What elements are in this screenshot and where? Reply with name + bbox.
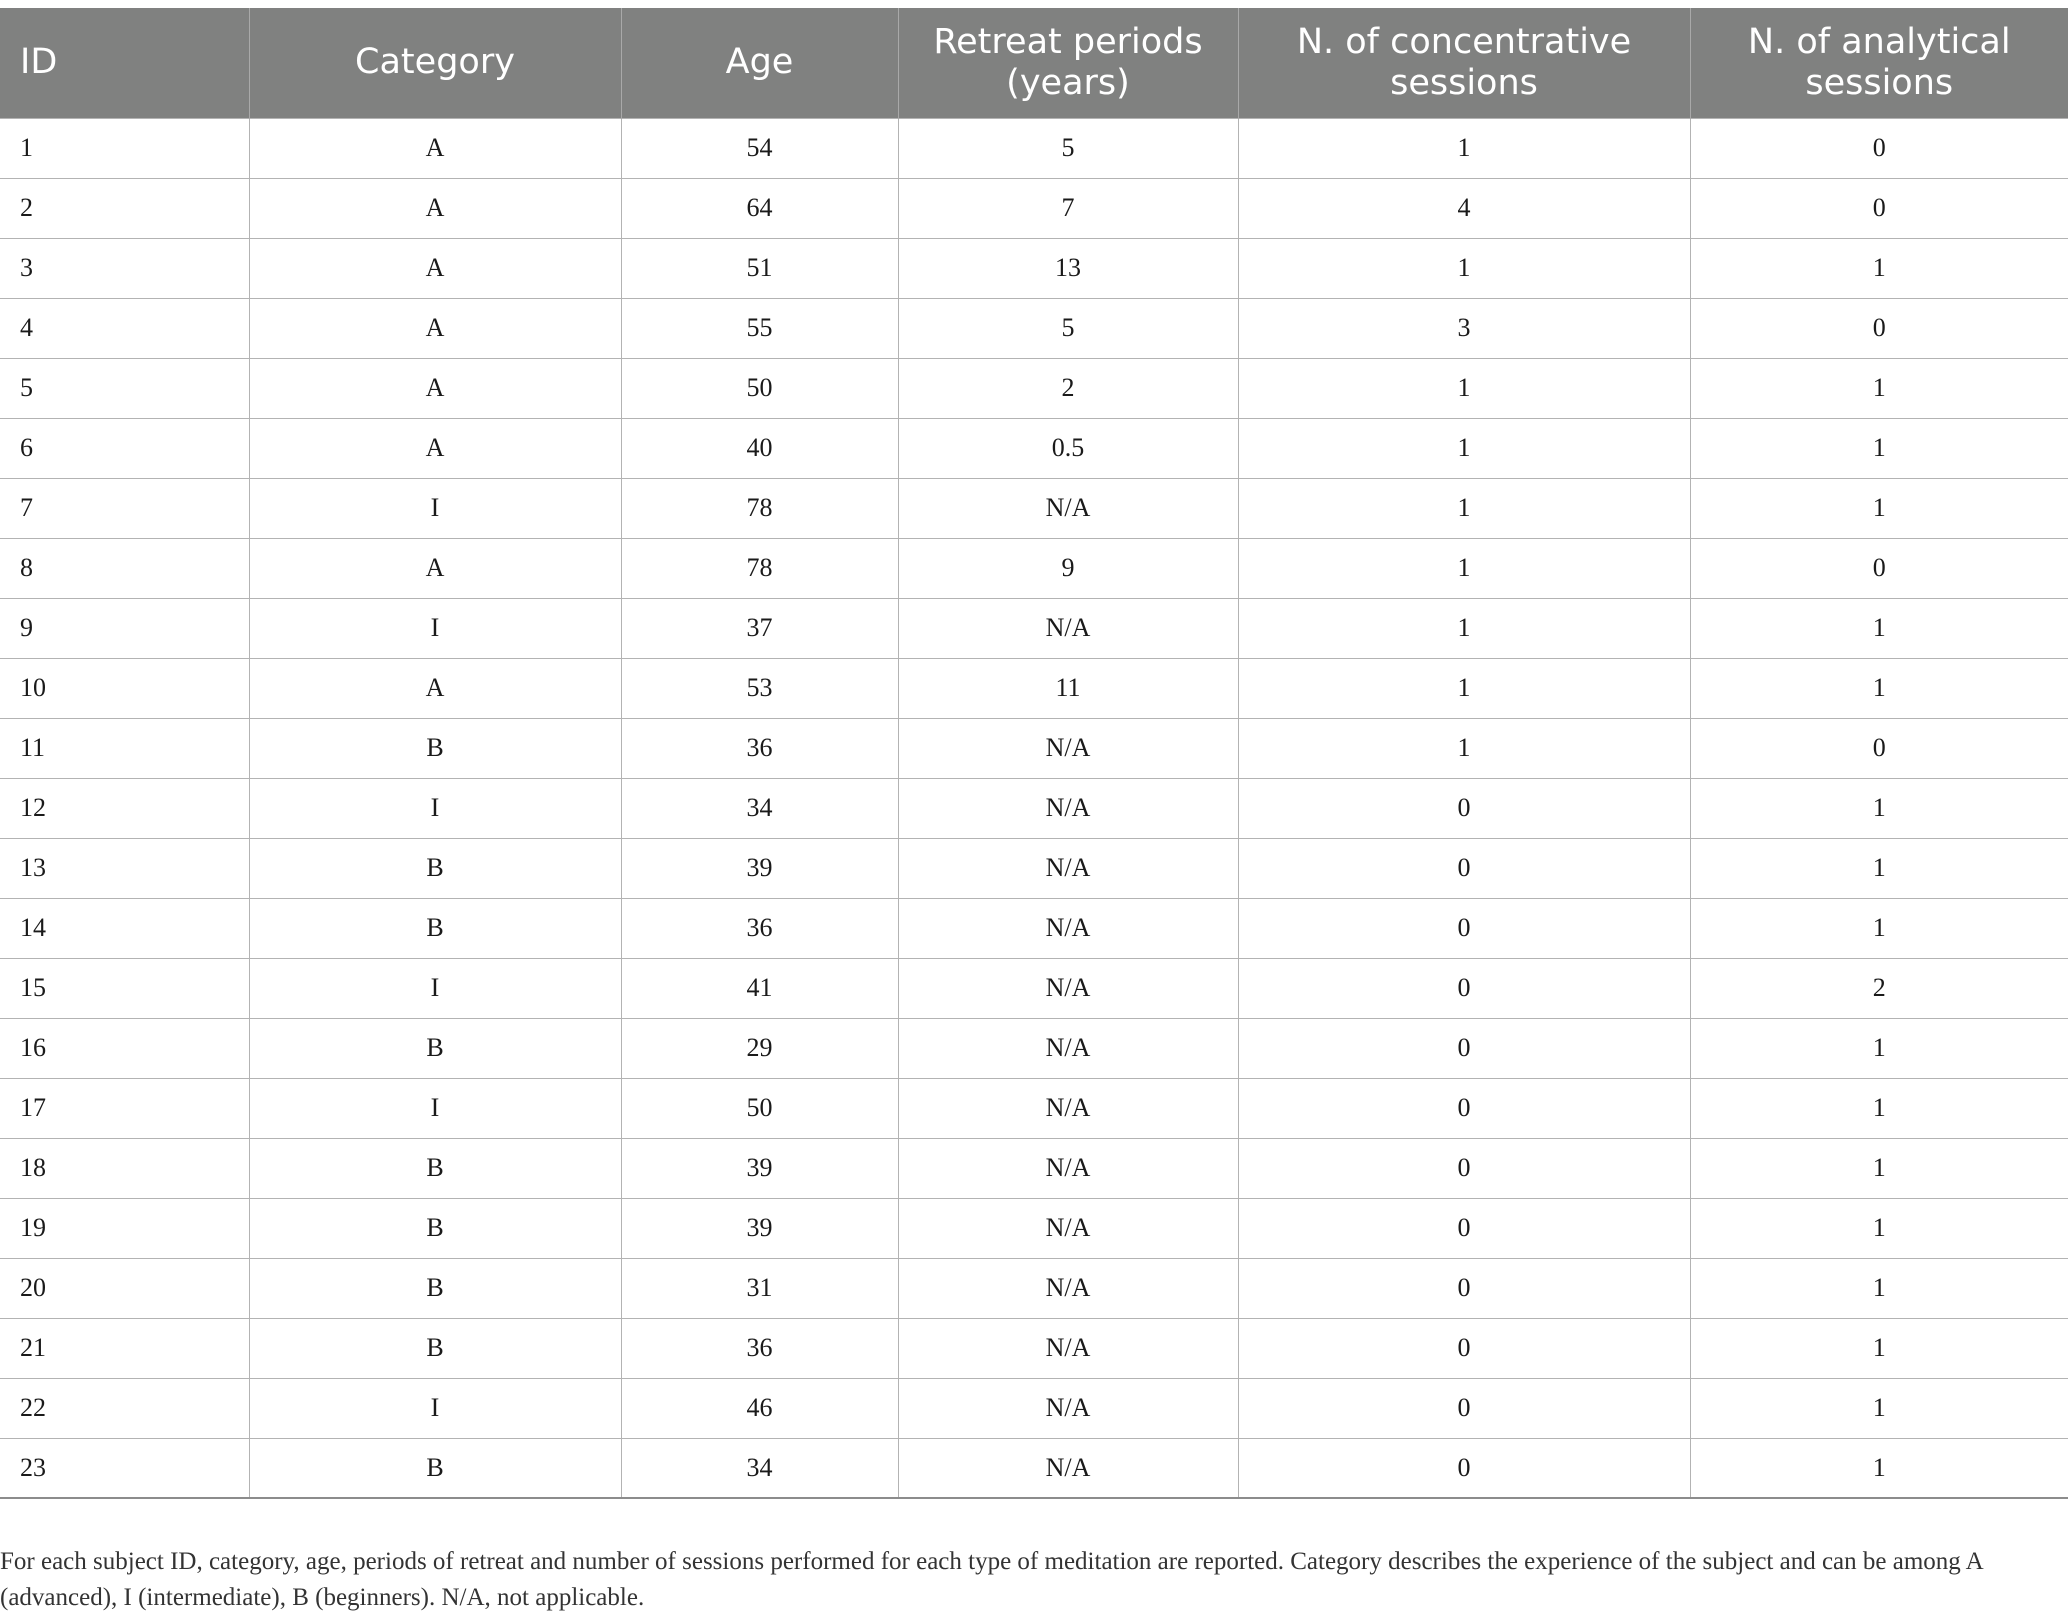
table-row (0, 778, 2068, 838)
cell-age: 31 (621, 1258, 898, 1318)
table-row (0, 958, 2068, 1018)
cell-id: 20 (0, 1258, 249, 1318)
cell-analytical-sessions: 1 (1690, 418, 2068, 478)
cell-concentrative-sessions: 1 (1238, 718, 1690, 778)
cell-concentrative-sessions: 0 (1238, 1378, 1690, 1438)
cell-analytical-sessions: 1 (1690, 898, 2068, 958)
cell-category: I (249, 598, 621, 658)
cell-retreat-periods: N/A (898, 1138, 1238, 1198)
table-row (0, 418, 2068, 478)
cell-concentrative-sessions: 0 (1238, 1018, 1690, 1078)
cell-age: 40 (621, 418, 898, 478)
cell-analytical-sessions: 1 (1690, 658, 2068, 718)
cell-category: B (249, 1258, 621, 1318)
cell-age: 34 (621, 1438, 898, 1498)
cell-age: 64 (621, 178, 898, 238)
table-row (0, 538, 2068, 598)
cell-id: 14 (0, 898, 249, 958)
cell-concentrative-sessions: 1 (1238, 118, 1690, 178)
cell-analytical-sessions: 1 (1690, 778, 2068, 838)
cell-analytical-sessions: 1 (1690, 1138, 2068, 1198)
cell-concentrative-sessions: 1 (1238, 358, 1690, 418)
cell-id: 23 (0, 1438, 249, 1498)
table-header (0, 8, 2068, 118)
cell-category: B (249, 1138, 621, 1198)
cell-id: 9 (0, 598, 249, 658)
cell-age: 46 (621, 1378, 898, 1438)
table-row (0, 718, 2068, 778)
cell-concentrative-sessions: 1 (1238, 598, 1690, 658)
header-analytical-sessions: N. of analytical sessions (1690, 8, 2068, 118)
table-row (0, 1438, 2068, 1498)
cell-age: 78 (621, 478, 898, 538)
cell-id: 2 (0, 178, 249, 238)
cell-age: 36 (621, 898, 898, 958)
cell-concentrative-sessions: 0 (1238, 1198, 1690, 1258)
cell-age: 41 (621, 958, 898, 1018)
cell-analytical-sessions: 1 (1690, 1318, 2068, 1378)
cell-id: 12 (0, 778, 249, 838)
table-row (0, 1198, 2068, 1258)
subjects-table-container (0, 8, 2068, 1499)
cell-age: 39 (621, 1198, 898, 1258)
table-row (0, 1258, 2068, 1318)
cell-analytical-sessions: 1 (1690, 478, 2068, 538)
cell-id: 6 (0, 418, 249, 478)
cell-category: A (249, 418, 621, 478)
cell-id: 10 (0, 658, 249, 718)
table-row (0, 1018, 2068, 1078)
cell-analytical-sessions: 0 (1690, 718, 2068, 778)
cell-retreat-periods: N/A (898, 1258, 1238, 1318)
table-row (0, 478, 2068, 538)
cell-retreat-periods: N/A (898, 778, 1238, 838)
table-body (0, 118, 2068, 1498)
cell-retreat-periods: 7 (898, 178, 1238, 238)
cell-concentrative-sessions: 3 (1238, 298, 1690, 358)
cell-id: 18 (0, 1138, 249, 1198)
cell-analytical-sessions: 1 (1690, 1378, 2068, 1438)
cell-concentrative-sessions: 0 (1238, 1078, 1690, 1138)
cell-analytical-sessions: 1 (1690, 1258, 2068, 1318)
cell-concentrative-sessions: 0 (1238, 1258, 1690, 1318)
cell-age: 50 (621, 358, 898, 418)
header-row (0, 8, 2068, 118)
cell-analytical-sessions: 1 (1690, 358, 2068, 418)
cell-category: B (249, 1318, 621, 1378)
cell-concentrative-sessions: 0 (1238, 958, 1690, 1018)
cell-concentrative-sessions: 0 (1238, 898, 1690, 958)
cell-retreat-periods: 9 (898, 538, 1238, 598)
cell-concentrative-sessions: 4 (1238, 178, 1690, 238)
cell-category: A (249, 238, 621, 298)
cell-retreat-periods: 5 (898, 298, 1238, 358)
table-row (0, 238, 2068, 298)
header-category: Category (249, 8, 621, 118)
cell-concentrative-sessions: 0 (1238, 1318, 1690, 1378)
cell-category: A (249, 298, 621, 358)
table-row (0, 838, 2068, 898)
cell-age: 29 (621, 1018, 898, 1078)
table-row (0, 898, 2068, 958)
cell-id: 1 (0, 118, 249, 178)
cell-retreat-periods: N/A (898, 1318, 1238, 1378)
cell-age: 37 (621, 598, 898, 658)
cell-retreat-periods: N/A (898, 718, 1238, 778)
header-id: ID (0, 8, 249, 118)
cell-concentrative-sessions: 0 (1238, 838, 1690, 898)
cell-concentrative-sessions: 1 (1238, 238, 1690, 298)
cell-retreat-periods: N/A (898, 958, 1238, 1018)
cell-id: 19 (0, 1198, 249, 1258)
cell-analytical-sessions: 1 (1690, 1078, 2068, 1138)
cell-id: 22 (0, 1378, 249, 1438)
cell-age: 39 (621, 838, 898, 898)
cell-age: 53 (621, 658, 898, 718)
cell-age: 34 (621, 778, 898, 838)
cell-category: A (249, 538, 621, 598)
cell-analytical-sessions: 1 (1690, 238, 2068, 298)
cell-concentrative-sessions: 0 (1238, 778, 1690, 838)
header-concentrative-sessions: N. of concentrative sessions (1238, 8, 1690, 118)
table-row (0, 118, 2068, 178)
cell-category: B (249, 1198, 621, 1258)
cell-retreat-periods: 13 (898, 238, 1238, 298)
cell-category: B (249, 1438, 621, 1498)
cell-id: 7 (0, 478, 249, 538)
cell-concentrative-sessions: 1 (1238, 418, 1690, 478)
cell-analytical-sessions: 0 (1690, 178, 2068, 238)
cell-analytical-sessions: 2 (1690, 958, 2068, 1018)
cell-category: A (249, 178, 621, 238)
cell-id: 15 (0, 958, 249, 1018)
cell-retreat-periods: N/A (898, 1378, 1238, 1438)
subjects-table (0, 8, 2068, 1499)
table-row (0, 358, 2068, 418)
cell-id: 3 (0, 238, 249, 298)
cell-retreat-periods: 0.5 (898, 418, 1238, 478)
cell-id: 16 (0, 1018, 249, 1078)
cell-category: B (249, 1018, 621, 1078)
cell-age: 78 (621, 538, 898, 598)
cell-concentrative-sessions: 1 (1238, 658, 1690, 718)
cell-age: 54 (621, 118, 898, 178)
table-row (0, 598, 2068, 658)
cell-retreat-periods: N/A (898, 838, 1238, 898)
cell-id: 21 (0, 1318, 249, 1378)
cell-category: I (249, 1078, 621, 1138)
table-row (0, 1078, 2068, 1138)
table-row (0, 178, 2068, 238)
cell-category: B (249, 718, 621, 778)
cell-concentrative-sessions: 0 (1238, 1438, 1690, 1498)
cell-retreat-periods: N/A (898, 1438, 1238, 1498)
cell-analytical-sessions: 1 (1690, 1198, 2068, 1258)
cell-concentrative-sessions: 1 (1238, 478, 1690, 538)
cell-retreat-periods: N/A (898, 478, 1238, 538)
cell-analytical-sessions: 0 (1690, 118, 2068, 178)
cell-analytical-sessions: 1 (1690, 598, 2068, 658)
table-row (0, 1138, 2068, 1198)
cell-analytical-sessions: 1 (1690, 838, 2068, 898)
cell-age: 55 (621, 298, 898, 358)
cell-category: B (249, 898, 621, 958)
cell-age: 36 (621, 1318, 898, 1378)
cell-id: 4 (0, 298, 249, 358)
cell-category: A (249, 658, 621, 718)
cell-id: 13 (0, 838, 249, 898)
table-row (0, 1318, 2068, 1378)
cell-retreat-periods: 11 (898, 658, 1238, 718)
cell-category: A (249, 118, 621, 178)
cell-retreat-periods: 2 (898, 358, 1238, 418)
cell-concentrative-sessions: 1 (1238, 538, 1690, 598)
header-age: Age (621, 8, 898, 118)
table-row (0, 298, 2068, 358)
cell-retreat-periods: 5 (898, 118, 1238, 178)
cell-id: 8 (0, 538, 249, 598)
cell-id: 17 (0, 1078, 249, 1138)
cell-age: 39 (621, 1138, 898, 1198)
table-row (0, 658, 2068, 718)
cell-analytical-sessions: 1 (1690, 1018, 2068, 1078)
table-footnote: For each subject ID, category, age, periods of retreat and number of sessions performed for each type of meditation are reported. Category describes the experience of the subject and can be among A (advanced), I (intermediate), B (beginners). N/A, not applicable. (0, 1548, 1983, 1611)
cell-concentrative-sessions: 0 (1238, 1138, 1690, 1198)
cell-age: 36 (621, 718, 898, 778)
cell-category: I (249, 478, 621, 538)
cell-analytical-sessions: 0 (1690, 298, 2068, 358)
cell-retreat-periods: N/A (898, 1018, 1238, 1078)
header-retreat-periods: Retreat periods (years) (898, 8, 1238, 118)
cell-analytical-sessions: 0 (1690, 538, 2068, 598)
cell-age: 50 (621, 1078, 898, 1138)
cell-analytical-sessions: 1 (1690, 1438, 2068, 1498)
table-row (0, 1378, 2068, 1438)
cell-id: 5 (0, 358, 249, 418)
cell-category: I (249, 778, 621, 838)
cell-category: I (249, 1378, 621, 1438)
cell-retreat-periods: N/A (898, 598, 1238, 658)
cell-category: I (249, 958, 621, 1018)
cell-retreat-periods: N/A (898, 1198, 1238, 1258)
cell-age: 51 (621, 238, 898, 298)
cell-retreat-periods: N/A (898, 898, 1238, 958)
cell-id: 11 (0, 718, 249, 778)
cell-category: B (249, 838, 621, 898)
cell-category: A (249, 358, 621, 418)
cell-retreat-periods: N/A (898, 1078, 1238, 1138)
